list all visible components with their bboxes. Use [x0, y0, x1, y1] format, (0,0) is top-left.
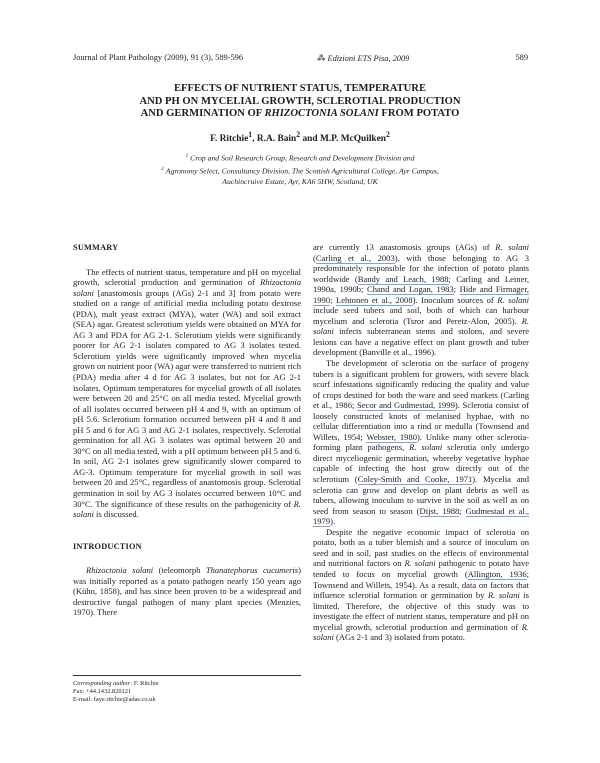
footnote-author-line: Corresponding author: F. Ritchie: [73, 680, 159, 687]
publisher-line: [317, 53, 409, 63]
page-number: 589: [515, 53, 528, 62]
introduction-paragraph: Rhizoctonia solani (teleomorph Thanatephorus cucumeris) was initially reported as a potato pathogen nearly 150 years ago (Kühn, 1858), and has since been proven to be a widespread and destructive fungal pathogen of many plant species (Menzies, 1970). There: [73, 565, 301, 618]
title-line-1: EFFECTS OF NUTRIENT STATUS, TEMPERATURE: [173, 83, 427, 94]
journal-reference: Journal of Plant Pathology (2009), 91 (3), 589-596: [73, 53, 244, 62]
title-line-3: AND GERMINATION OF RHIZOCTONIA SOLANI FROM POTATO: [140, 108, 460, 120]
summary-heading: SUMMARY: [73, 243, 119, 252]
author-1: F. Ritchie: [210, 134, 249, 145]
footnote-email[interactable]: E-mail: faye.ritchie@adas.co.uk: [73, 696, 156, 704]
title-line-2: AND PH ON MYCELIAL GROWTH, SCLEROTIAL PRODUCTION: [139, 95, 461, 107]
citation-link[interactable]: Coley-Smith and Cooke, 1971: [357, 474, 473, 485]
corresponding-author-footnote: [73, 675, 301, 705]
citation-link[interactable]: Gudmestad et al., 1979: [313, 505, 530, 527]
affiliation-2-address: Auchincruive Estate, Ayr, KA6 5HW, Scotland, UK: [222, 176, 378, 186]
citation-link[interactable]: Lehtonen et al., 2008: [336, 294, 413, 305]
publisher-name: Edizioni ETS Pisa, 2009: [327, 54, 410, 63]
body-paragraph-3: Despite the negative economic impact of sclerotia on potato, both as a tuber blemish and a source of inoculum on seed and in soil, past studies on the effects of environmental and nutritional factors on R. solani pathogenic to potato have tended to focus on mycelial growth (Allington, 1936; Townsend and Willets, 1954). As a result, data on factors that influence sclerotial formation or germination by R. solani is limited. Therefore, the objective of this study was to investigate the effect of nutrient status, temperature and pH on mycelial growth, sclerotial production and germination of R. solani (AGs 2-1 and 3) isolated from potato.: [313, 526, 530, 643]
affiliation-2: $^2$ Agronomy Select, Consultancy Division, The Scottish Agricultural College, Ayr Campus,: [161, 165, 439, 176]
affiliations: [70, 151, 530, 187]
citation-link[interactable]: Bandy and Leach, 1988: [357, 273, 449, 284]
author-3: M.P. McQuilken: [319, 134, 387, 145]
citation-link[interactable]: Webster, 1980: [366, 431, 418, 442]
title-species: RHIZOCTONIA SOLANI: [264, 108, 379, 120]
citation-link[interactable]: Chand and Logan, 1983: [367, 284, 454, 295]
author-2: R.A. Bain: [256, 134, 297, 145]
ets-logo-icon: ⁂: [317, 54, 326, 63]
introduction-heading: INTRODUCTION: [73, 541, 142, 551]
footnote-fax: Fax: +44.1432.820121: [73, 688, 132, 696]
affiliation-1: $^1$ Crop and Soil Research Group, Research and Development Division and: [185, 153, 415, 163]
citation-link[interactable]: Dijst, 1988: [419, 505, 460, 516]
article-title: [60, 83, 540, 121]
citation-link[interactable]: Secor and Gudmestad, 1999: [356, 400, 455, 411]
running-header: [73, 53, 528, 65]
body-paragraph-1: are currently 13 anastomosis groups (AGs) of R. solani (Carling et al., 2003), with those belonging to AG 3 predominately responsible for the infection of potato plants worldwide (Bandy and Leach, 1988; Carling and Leiner, 1990a, 1990b; Chand and Logan, 1983; Hide and Firmager, 1990; Lehtonen et al., 2008). Inoculum sources of R. solani include seed tubers and soil, both of which can harbour mycelium and sclerotia (Tsror and Peretz-Alon, 2005). R. solani infects subterranean stems and stolons, and severe lesions can have a negative effect on plant growth and tuber development (Banville et al., 1996).: [313, 242, 530, 358]
citation-link[interactable]: Allington, 1936: [467, 568, 527, 579]
citation-link[interactable]: Carling et al., 2003: [315, 252, 395, 263]
body-paragraph-2: The development of sclerotia on the surface of progeny tubers is a significant problem for growers, with severe black scurf infestations significantly reducing the quality and value of crops destined for both the ware and seed markets (Carling et al., 1986; Secor and Gudmestad, 1999). Sclerotia consist of loosely constructed knots of melanised hyphae, with no cellular differentiation into a rind or medulla (Townsend and Willets, 1954; Webster, 1980). Unlike many other sclerotia-forming plant pathogens, R. solani sclerotia only undergo direct myceliogenic germination, whereby vegetative hyphae capable of infecting the host grow directly out of the sclerotium (Coley-Smith and Cooke, 1971). Mycelia and sclerotia can grow and develop on plant debris as well as tubers, allowing inoculum to survive in the soil as well as on seed from season to season (Dijst, 1988; Gudmestad et al., 1979).: [313, 358, 530, 527]
citation-link[interactable]: Hide and Firmager, 1990: [313, 284, 529, 305]
summary-paragraph: The effects of nutrient status, temperature and pH on mycelial growth, sclerotial production and germination of Rhizoctonia solani [anastomosis groups (AGs) 2-1 and 3] from potato were studied on a range of artificial media including potato dextrose (PDA), malt yeast extract (MYA), water (WA) and soil extract (SEA) agar. Greatest sclerotium yields were obtained on MYA for AG 3 and PDA for AG 2-1. Sclerotium yields were significantly poorer for AG 2-1 isolates compared to AG 3 isolates tested. Sclerotium yields were significantly improved when mycelia grown on nutrient poor (WA) agar were transferred to nutrient rich (PDA) media after 4 d for AG 3 isolates, but not for AG 2-1 isolates. Optimum temperatures for mycelial growth of all isolates were between 20 and 25°C on all media tested. Mycelial growth of all isolates occurred between pH 4 and 9, with an optimum of pH 5.6. Sclerotium formation occurred between pH 4 and 8 and pH 5 and 6 for AG 3 and AG 2-1 isolates, respectively. Sclerotial germination for all AG 3 isolates was optimal between 20 and 30°C on all media tested, with a pH optimum between pH 5 and 6. In soil, AG 2-1 isolates grew significantly slower compared to AG-3. Optimum temperature for mycelial growth in soil was between 20 and 25°C, regardless of anastomosis group. Sclerotial germination in soil by AG 3 isolates occurred between 10°C and 30°C. The significance of these results on the pathogenicity of R. solani is discussed.: [73, 266, 301, 520]
right-column: [313, 242, 529, 643]
author-list: F. Ritchie$^1$, R.A. Bain$^2$ and M.P. McQuilken$^2$: [210, 130, 390, 145]
left-column: [73, 243, 301, 618]
